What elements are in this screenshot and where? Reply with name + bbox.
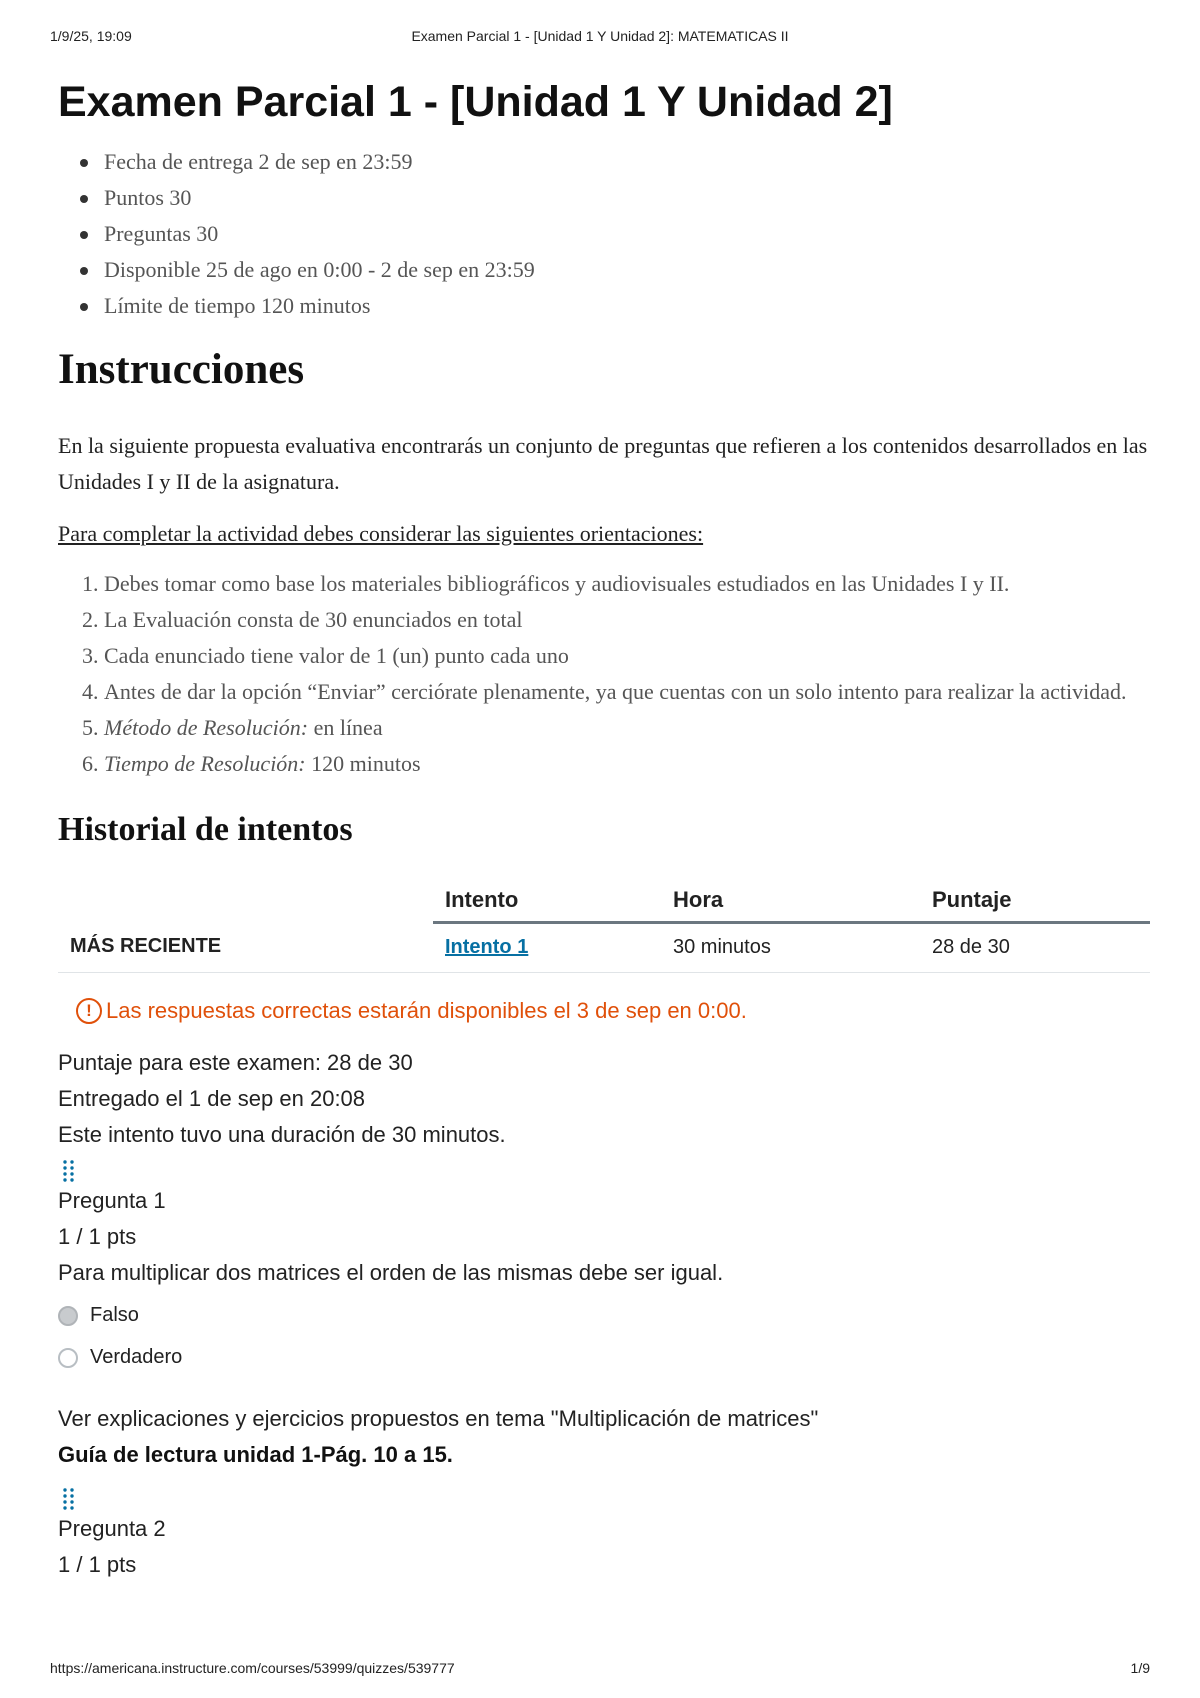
print-date: 1/9/25, 19:09 — [50, 28, 132, 44]
radio-unselected-icon — [58, 1348, 78, 1368]
step-text: La Evaluación consta de 30 enunciados en total — [104, 607, 523, 632]
instructions-heading: Instrucciones — [58, 346, 305, 393]
answer-label: Falso — [90, 1304, 139, 1326]
question-2 — [58, 1487, 1150, 1583]
attempt-summary — [58, 1045, 1150, 1153]
page-title: Examen Parcial 1 - [Unidad 1 Y Unidad 2] — [58, 78, 893, 126]
question-title: Pregunta 2 — [58, 1515, 166, 1541]
step-item — [104, 710, 1150, 746]
print-header — [50, 28, 1150, 48]
step-item — [104, 746, 1150, 782]
quiz-content — [58, 76, 1150, 1583]
step-text: Antes de dar la opción “Enviar” cerciórate plenamente, ya que cuentas con un solo intento para realizar la actividad. — [104, 679, 1127, 704]
history-heading: Historial de intentos — [58, 811, 353, 848]
step-label: Tiempo de Resolución: — [104, 751, 306, 776]
step-item — [104, 566, 1150, 602]
step-item — [104, 674, 1150, 710]
detail-time-limit: Límite de tiempo 120 minutos — [104, 288, 1150, 324]
instructions-steps — [58, 566, 1150, 782]
answers-notice — [76, 995, 1150, 1027]
detail-due-date: Fecha de entrega 2 de sep en 23:59 — [104, 144, 1150, 180]
print-page-number: 1/9 — [1130, 1660, 1150, 1676]
history-header-blank — [58, 874, 433, 922]
question-1 — [58, 1159, 1150, 1473]
attempt-link[interactable]: Intento 1 — [445, 936, 529, 958]
quiz-details — [58, 144, 1150, 324]
question-text: Para multiplicar dos matrices el orden de las mismas debe ser igual. — [58, 1259, 724, 1285]
step-item — [104, 638, 1150, 674]
history-header-attempt: Intento — [433, 874, 661, 922]
answer-label: Verdadero — [90, 1346, 183, 1368]
print-url: https://americana.instructure.com/courses/53999/quizzes/539777 — [50, 1660, 455, 1676]
step-text: Debes tomar como base los materiales bibliográficos y audiovisuales estudiados en las Unidades I y II. — [104, 571, 1010, 596]
history-recent-label: MÁS RECIENTE — [58, 922, 433, 972]
history-attempt-cell — [433, 922, 661, 972]
notice-text: Las respuestas correctas estarán disponibles el 3 de sep en 0:00. — [106, 997, 747, 1023]
reading-guide: Guía de lectura unidad 1-Pág. 10 a 15. — [58, 1441, 453, 1467]
history-header-time: Hora — [661, 874, 920, 922]
history-table — [58, 874, 1150, 973]
step-item — [104, 602, 1150, 638]
radio-selected-icon — [58, 1306, 78, 1326]
step-text: en línea — [308, 715, 383, 740]
detail-points: Puntos 30 — [104, 180, 1150, 216]
summary-submitted: Entregado el 1 de sep en 20:08 — [58, 1085, 366, 1111]
table-row — [58, 922, 1150, 972]
question-points: 1 / 1 pts — [58, 1551, 137, 1577]
history-time-cell: 30 minutos — [661, 922, 920, 972]
question-title: Pregunta 1 — [58, 1187, 166, 1213]
drag-handle-icon — [62, 1487, 76, 1511]
summary-duration: Este intento tuvo una duración de 30 minutos. — [58, 1121, 506, 1147]
orientation-label: Para completar la actividad debes considerar las siguientes orientaciones: — [58, 521, 704, 546]
answer-option-falso — [58, 1295, 1150, 1337]
detail-questions: Preguntas 30 — [104, 216, 1150, 252]
print-title: Examen Parcial 1 - [Unidad 1 Y Unidad 2]: MATEMATICAS II — [411, 28, 789, 44]
history-header-row — [58, 874, 1150, 922]
question-explanation: Ver explicaciones y ejercicios propuestos en tema "Multiplicación de matrices" — [58, 1405, 819, 1431]
history-score-cell: 28 de 30 — [920, 922, 1150, 972]
summary-score: Puntaje para este examen: 28 de 30 — [58, 1049, 413, 1075]
detail-available: Disponible 25 de ago en 0:00 - 2 de sep en 23:59 — [104, 252, 1150, 288]
history-header-score: Puntaje — [920, 874, 1150, 922]
drag-handle-icon — [62, 1159, 76, 1183]
warning-icon: ! — [76, 998, 102, 1024]
question-points: 1 / 1 pts — [58, 1223, 137, 1249]
print-footer — [50, 1660, 1150, 1680]
step-text: 120 minutos — [305, 751, 421, 776]
step-text: Cada enunciado tiene valor de 1 (un) punto cada uno — [104, 643, 569, 668]
instructions-intro: En la siguiente propuesta evaluativa encontrarás un conjunto de preguntas que refieren a los contenidos desarrollados en las Unidades I y II de la asignatura. — [58, 433, 1148, 494]
step-label: Método de Resolución: — [104, 715, 309, 740]
answer-option-verdadero — [58, 1337, 1150, 1379]
